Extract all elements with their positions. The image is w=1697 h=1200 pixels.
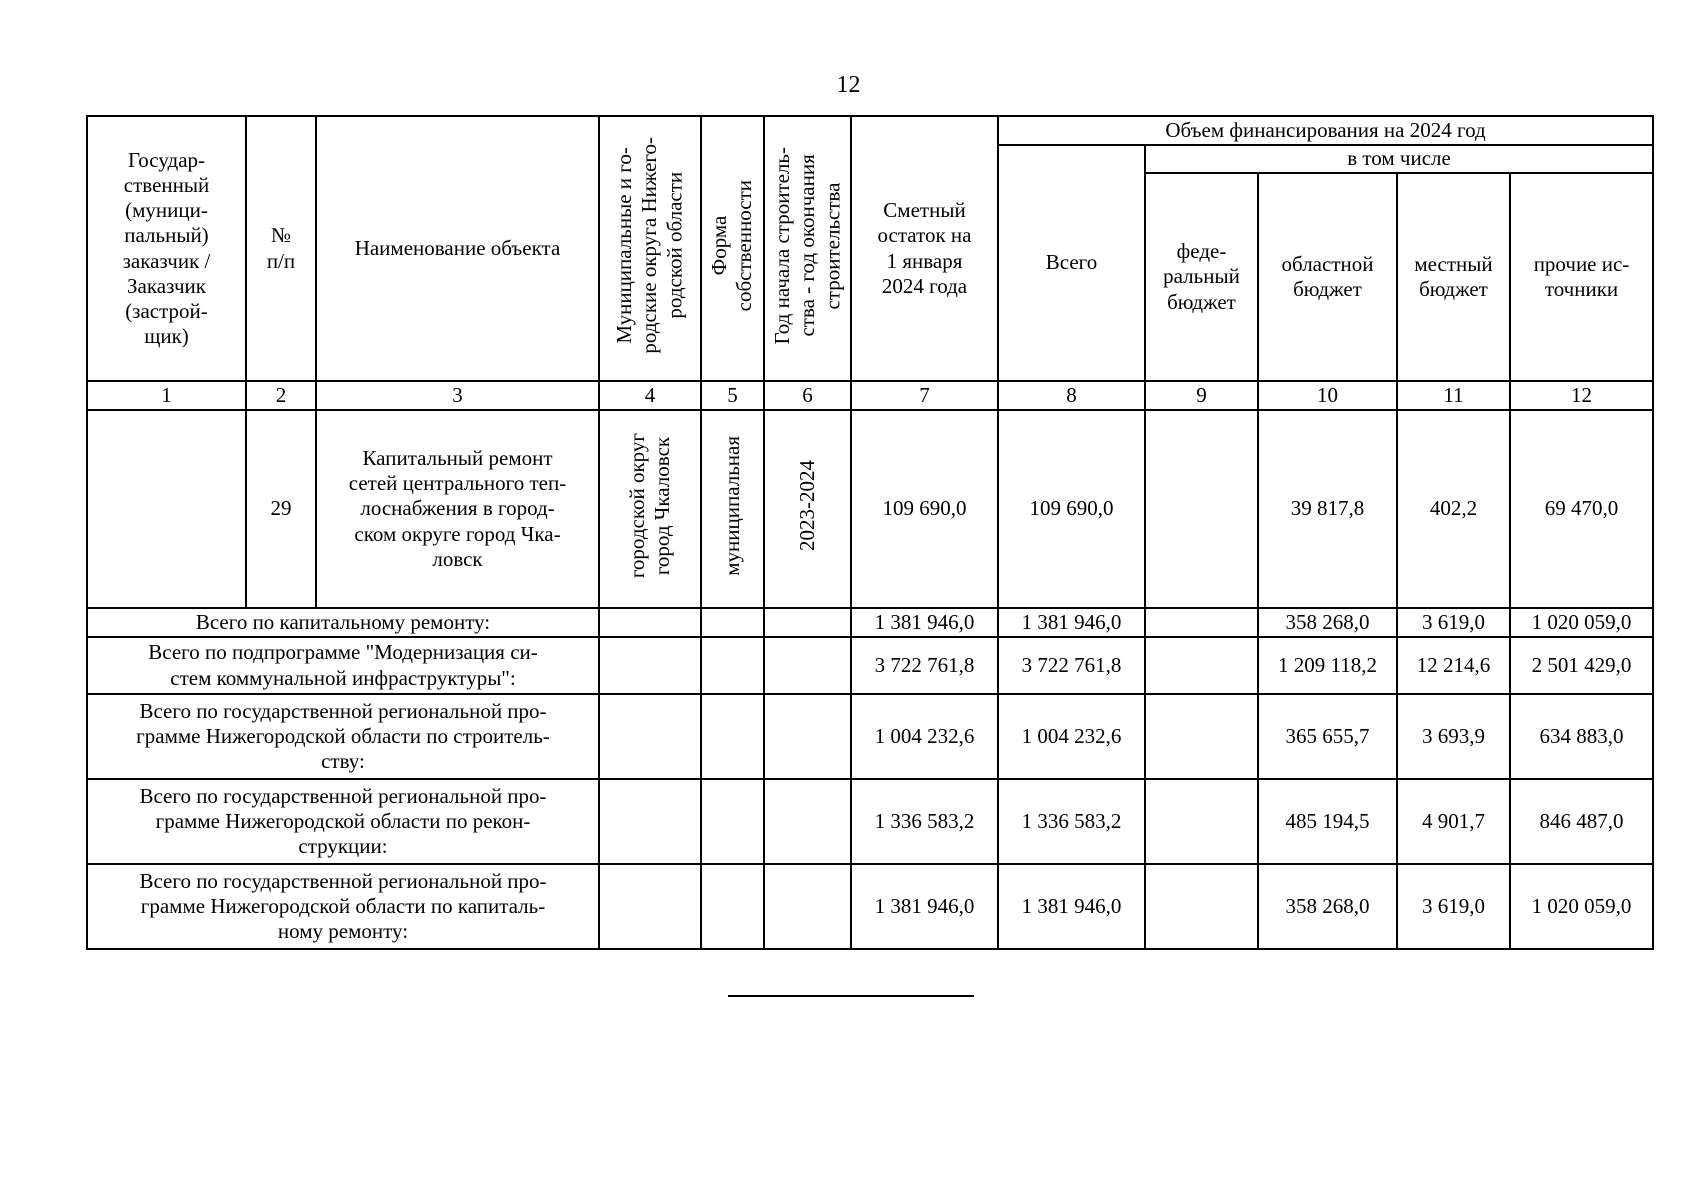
footer-rule — [728, 995, 974, 997]
summary-federal — [1145, 637, 1258, 694]
summary-total: 1 381 946,0 — [998, 608, 1145, 637]
summary-balance: 1 381 946,0 — [851, 608, 998, 637]
summary-row — [87, 608, 1653, 637]
object-ownership-text: муниципальная — [719, 436, 744, 576]
summary-empty — [701, 608, 764, 637]
object-years-text: 2023-2024 — [794, 460, 819, 552]
summary-total: 1 381 946,0 — [998, 864, 1145, 949]
summary-balance: 3 722 761,8 — [851, 637, 998, 694]
header-balance: Сметный остаток на 1 января 2024 года — [851, 116, 998, 381]
object-other: 69 470,0 — [1510, 410, 1653, 608]
header-other: прочие ис- точники — [1510, 173, 1653, 381]
summary-local: 3 693,9 — [1397, 694, 1510, 779]
column-number: 4 — [599, 381, 701, 410]
object-total: 109 690,0 — [998, 410, 1145, 608]
header-object-name: Наименование объекта — [316, 116, 599, 381]
header-years-text: Год начала строитель- ства - год окончания строительства — [769, 146, 845, 345]
summary-local: 3 619,0 — [1397, 608, 1510, 637]
summary-regional: 485 194,5 — [1258, 779, 1397, 864]
summary-empty — [701, 637, 764, 694]
column-number: 6 — [764, 381, 851, 410]
summary-empty — [599, 864, 701, 949]
column-number: 10 — [1258, 381, 1397, 410]
column-number: 12 — [1510, 381, 1653, 410]
object-number: 29 — [246, 410, 316, 608]
summary-label: Всего по государственной региональной про- грамме Нижегородской области по капиталь- ному ремонту: — [87, 864, 599, 949]
summary-regional: 365 655,7 — [1258, 694, 1397, 779]
summary-regional: 358 268,0 — [1258, 608, 1397, 637]
header-local: местный бюджет — [1397, 173, 1510, 381]
summary-balance: 1 381 946,0 — [851, 864, 998, 949]
summary-other: 846 487,0 — [1510, 779, 1653, 864]
column-number: 2 — [246, 381, 316, 410]
summary-other: 2 501 429,0 — [1510, 637, 1653, 694]
header-federal: феде- ральный бюджет — [1145, 173, 1258, 381]
summary-label: Всего по подпрограмме "Модернизация си- стем коммунальной инфраструктуры": — [87, 637, 599, 694]
summary-empty — [701, 864, 764, 949]
header-row-1 — [87, 116, 1653, 145]
header-total: Всего — [998, 145, 1145, 381]
summary-federal — [1145, 694, 1258, 779]
summary-empty — [764, 637, 851, 694]
summary-balance: 1 004 232,6 — [851, 694, 998, 779]
column-number: 8 — [998, 381, 1145, 410]
summary-other: 1 020 059,0 — [1510, 864, 1653, 949]
summary-empty — [599, 637, 701, 694]
header-ownership-text: Форма собственности — [707, 179, 757, 312]
column-number: 9 — [1145, 381, 1258, 410]
object-row — [87, 410, 1653, 608]
column-number: 5 — [701, 381, 764, 410]
summary-row — [87, 864, 1653, 949]
summary-row — [87, 694, 1653, 779]
summary-label: Всего по государственной региональной про- грамме Нижегородской области по рекон- струкции: — [87, 779, 599, 864]
summary-total: 1 336 583,2 — [998, 779, 1145, 864]
column-number: 3 — [316, 381, 599, 410]
summary-local: 4 901,7 — [1397, 779, 1510, 864]
object-name: Капитальный ремонт сетей центрального теп- лоснабжения в город- ском округе город Чка- ловск — [316, 410, 599, 608]
object-local: 402,2 — [1397, 410, 1510, 608]
summary-label: Всего по государственной региональной про- грамме Нижегородской области по строитель- ству: — [87, 694, 599, 779]
header-municipality — [599, 116, 701, 381]
header-including: в том числе — [1145, 145, 1653, 173]
column-number: 7 — [851, 381, 998, 410]
header-regional: областной бюджет — [1258, 173, 1397, 381]
summary-row — [87, 637, 1653, 694]
summary-empty — [599, 608, 701, 637]
summary-empty — [599, 779, 701, 864]
summary-empty — [701, 694, 764, 779]
object-regional: 39 817,8 — [1258, 410, 1397, 608]
object-balance: 109 690,0 — [851, 410, 998, 608]
page-number: 12 — [836, 72, 861, 98]
object-municipality — [599, 410, 701, 608]
summary-local: 12 214,6 — [1397, 637, 1510, 694]
summary-federal — [1145, 864, 1258, 949]
column-number-row — [87, 381, 1653, 410]
header-customer: Государ- ственный (муници- пальный) заказчик / Заказчик (застрой- щик) — [87, 116, 246, 381]
header-financing-group: Объем финансирования на 2024 год — [998, 116, 1653, 145]
header-ownership — [701, 116, 764, 381]
header-municipality-text: Муниципальные и го- родские округа Нижего- родской области — [612, 137, 687, 354]
summary-regional: 1 209 118,2 — [1258, 637, 1397, 694]
summary-other: 634 883,0 — [1510, 694, 1653, 779]
summary-balance: 1 336 583,2 — [851, 779, 998, 864]
summary-empty — [764, 694, 851, 779]
column-number: 1 — [87, 381, 246, 410]
object-years — [764, 410, 851, 608]
summary-total: 1 004 232,6 — [998, 694, 1145, 779]
summary-label: Всего по капитальному ремонту: — [87, 608, 599, 637]
summary-empty — [599, 694, 701, 779]
object-ownership — [701, 410, 764, 608]
summary-empty — [764, 864, 851, 949]
summary-empty — [701, 779, 764, 864]
summary-other: 1 020 059,0 — [1510, 608, 1653, 637]
column-number: 11 — [1397, 381, 1510, 410]
summary-local: 3 619,0 — [1397, 864, 1510, 949]
header-number: № п/п — [246, 116, 316, 381]
object-customer — [87, 410, 246, 608]
summary-row — [87, 779, 1653, 864]
financing-table — [86, 115, 1654, 950]
summary-regional: 358 268,0 — [1258, 864, 1397, 949]
summary-empty — [764, 779, 851, 864]
summary-federal — [1145, 779, 1258, 864]
summary-empty — [764, 608, 851, 637]
object-municipality-text: городской округ город Чкаловск — [624, 433, 674, 579]
summary-federal — [1145, 608, 1258, 637]
summary-total: 3 722 761,8 — [998, 637, 1145, 694]
header-years — [764, 116, 851, 381]
object-federal — [1145, 410, 1258, 608]
